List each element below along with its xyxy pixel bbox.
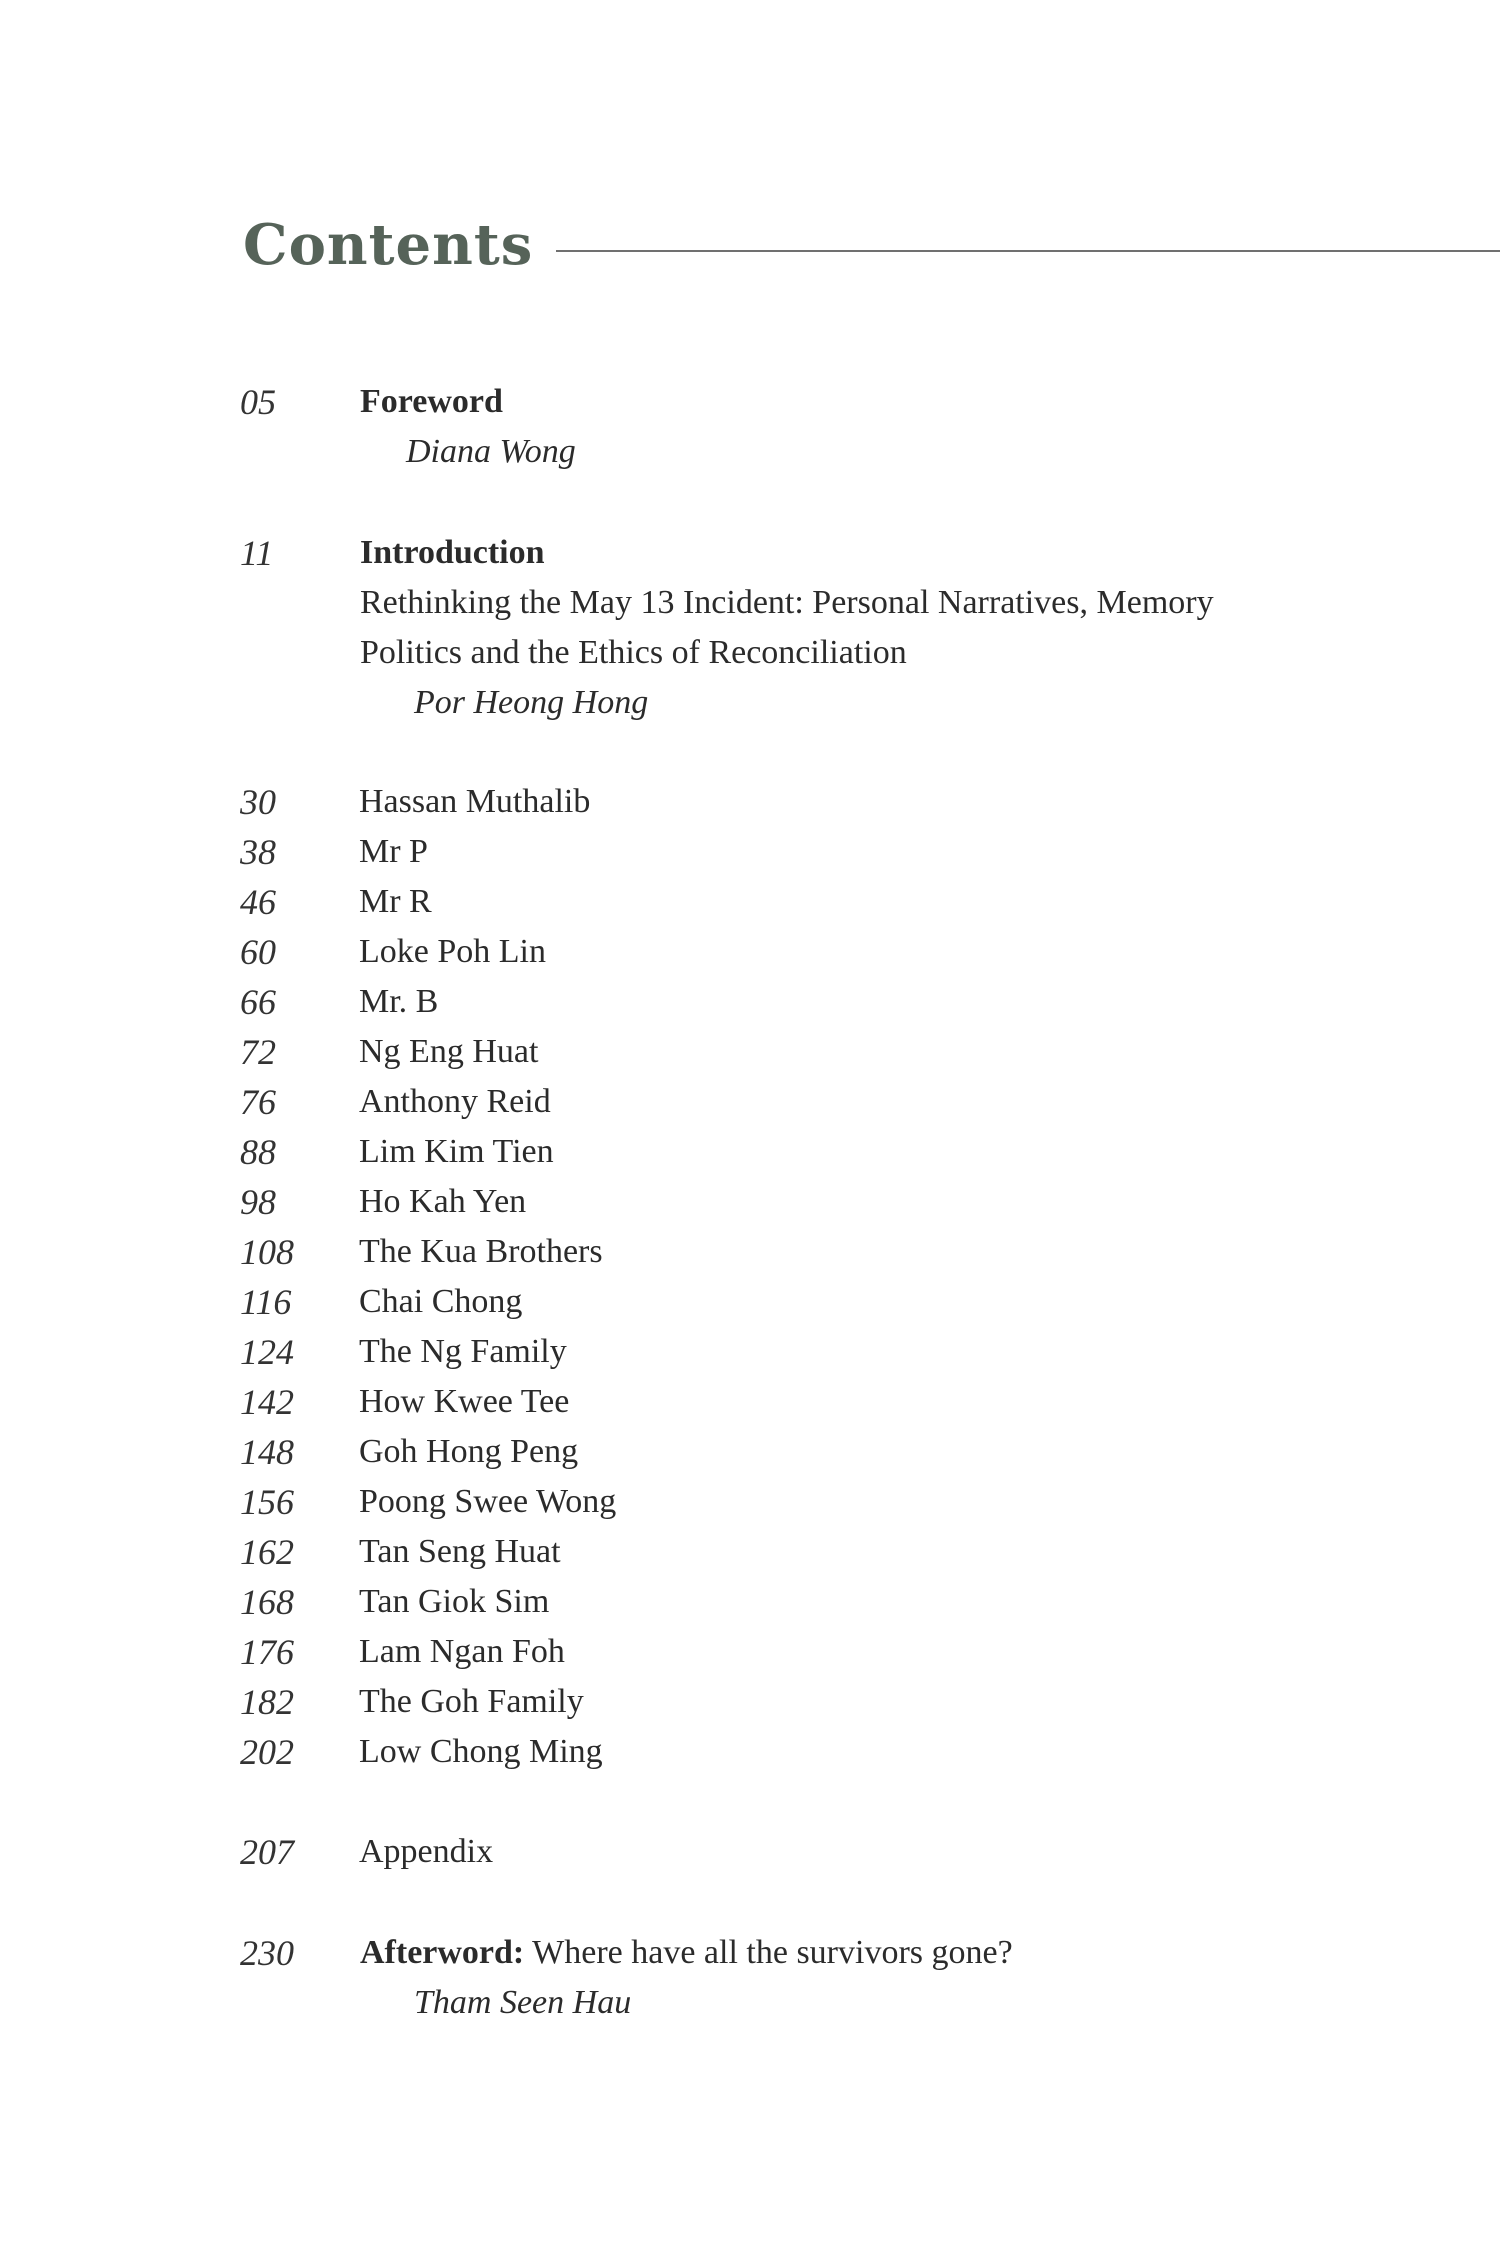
chapter-name: Loke Poh Lin — [359, 933, 546, 970]
chapter-name: Mr. B — [359, 983, 439, 1020]
entry-subtitle-line: Rethinking the May 13 Incident: Personal Narratives, Memory — [360, 584, 1214, 621]
chapter-name: Tan Seng Huat — [359, 1533, 561, 1570]
page-number: 11 — [240, 533, 274, 573]
page-number: 60 — [240, 932, 276, 972]
page-number: 168 — [240, 1582, 294, 1622]
page-number: 46 — [240, 882, 276, 922]
chapter-name: Lam Ngan Foh — [359, 1633, 565, 1670]
entry-author: Diana Wong — [406, 433, 576, 470]
chapter-name: How Kwee Tee — [359, 1383, 570, 1420]
chapter-name: Lim Kim Tien — [359, 1133, 554, 1170]
page-number: 142 — [240, 1382, 294, 1422]
chapter-name: Low Chong Ming — [359, 1733, 603, 1770]
page-number: 230 — [240, 1933, 294, 1973]
entry-subtitle-line: Politics and the Ethics of Reconciliation — [360, 634, 907, 671]
page-number: 116 — [240, 1282, 292, 1322]
page-number: 76 — [240, 1082, 276, 1122]
page-number: 182 — [240, 1682, 294, 1722]
page-number: 124 — [240, 1332, 294, 1372]
chapter-name: Hassan Muthalib — [359, 783, 591, 820]
page-number: 66 — [240, 982, 276, 1022]
entry-author: Por Heong Hong — [414, 684, 649, 721]
page-number: 88 — [240, 1132, 276, 1172]
entry-title: Where have all the survivors gone? — [524, 1934, 1013, 1971]
chapter-name: Mr P — [359, 833, 428, 870]
page-number: 72 — [240, 1032, 276, 1072]
entry-title: Introduction — [360, 534, 545, 571]
page-number: 207 — [240, 1832, 294, 1872]
chapter-name: The Kua Brothers — [359, 1233, 603, 1270]
chapter-name: Ng Eng Huat — [359, 1033, 539, 1070]
page-number: 05 — [240, 382, 276, 422]
chapter-name: Mr R — [359, 883, 432, 920]
chapter-name: The Ng Family — [359, 1333, 567, 1370]
page-number: 38 — [240, 832, 276, 872]
entry-author: Tham Seen Hau — [414, 1984, 632, 2021]
page-number: 30 — [240, 782, 276, 822]
chapter-name: Poong Swee Wong — [359, 1483, 617, 1520]
heading-rule — [556, 250, 1500, 252]
page-number: 148 — [240, 1432, 294, 1472]
contents-heading: Contents — [243, 212, 534, 278]
entry-label: Afterword: — [360, 1934, 525, 1971]
chapter-name: Goh Hong Peng — [359, 1433, 579, 1470]
page-number: 202 — [240, 1732, 294, 1772]
chapter-name: Chai Chong — [359, 1283, 523, 1320]
page-number: 176 — [240, 1632, 294, 1672]
chapter-name: Ho Kah Yen — [359, 1183, 527, 1220]
page-number: 162 — [240, 1532, 294, 1572]
chapter-name: The Goh Family — [359, 1683, 584, 1720]
chapter-name: Tan Giok Sim — [359, 1583, 550, 1620]
chapter-name: Anthony Reid — [359, 1083, 551, 1120]
entry-title: Foreword — [360, 383, 503, 420]
page-number: 98 — [240, 1182, 276, 1222]
entry-title: Appendix — [359, 1833, 494, 1870]
page-number: 108 — [240, 1232, 294, 1272]
page-number: 156 — [240, 1482, 294, 1522]
